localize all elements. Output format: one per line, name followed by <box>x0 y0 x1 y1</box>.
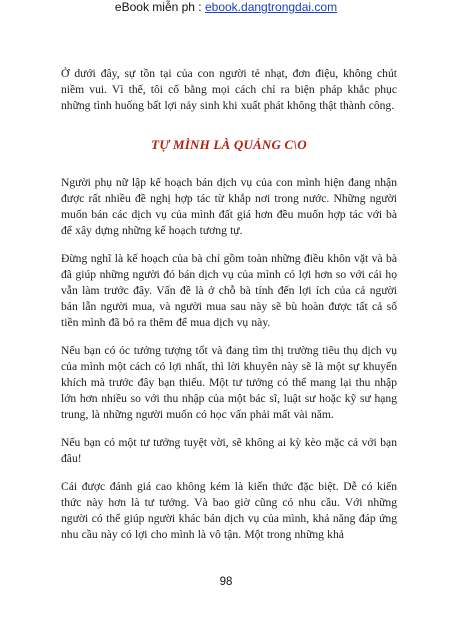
section-heading: TỰ MÌNH LÀ QUẢNG C\O <box>151 137 307 152</box>
paragraph: Người phụ nữ lập kế hoạch bán dịch vụ của con mình hiện đang nhận được rất nhiều đề nghị hợp tác từ khắp nơi trong nước. Những người muốn bán các dịch vụ của mình đất giá hơn đều muốn hợp tác với bà để xây dựng những kế hoạch tương tự. <box>61 176 397 237</box>
paragraph: Nếu bạn có một tư tưởng tuyệt vời, sẽ không ai kỳ kèo mặc cả với bạn đâu! <box>61 436 397 465</box>
header-link[interactable]: ebook.dangtrongdai.com <box>204 0 338 14</box>
paragraph: Nếu bạn có óc tưởng tượng tốt và đang tìm thị trường tiêu thụ dịch vụ của mình một cách có lợi nhất, thì lời khuyên này sẽ là một sự khuyến khích mà trước đây bạn thiếu. Một tư tưởng có thể mang lại thu nhập lớn hơn nhiều so với thu nhập của một bác sĩ, luật sư hoặc kỹ sư hạng trung, là những người muốn có học vấn phải mất vài năm. <box>61 344 397 421</box>
page-body <box>61 66 397 543</box>
paragraph: Cái được đánh giá cao không kém là kiến thức đặc biệt. Dễ có kiến thức này hơn là tư tưởng. Và bao giờ cũng có nhu cầu. Với những người có thể giúp người khác bán dịch vụ của mình, khả năng đáp ứng nhu cầu này có lợi cho mình là vô tận. Một trong những khả <box>61 480 397 541</box>
paragraph: Đừng nghĩ là kế hoạch của bà chỉ gồm toàn những điều khôn vặt và bà đã giúp những người đó bán dịch vụ của mình có lợi hơn so với cái họ vẫn làm trước đây. Vấn đề là ở chỗ bà tính đến lợi ích của cả người bán lẫn người mua, và người mua sau này sẽ bù hoàn được tất cả số tiền mình đã bỏ ra thêm để mua dịch vụ này. <box>61 252 397 329</box>
paragraph: Ở dưới đây, sự tồn tại của con người tẻ nhạt, đơn điệu, không chút niềm vui. Vì thế, tôi cố bằng mọi cách chỉ ra biện pháp khắc phục những tình huống bất lợi nảy sinh khi xuất phát không thật thành công. <box>61 67 397 112</box>
page-number: 98 <box>219 576 233 588</box>
page-header <box>0 0 452 14</box>
header-prefix: eBook miễn ph : <box>114 0 205 14</box>
